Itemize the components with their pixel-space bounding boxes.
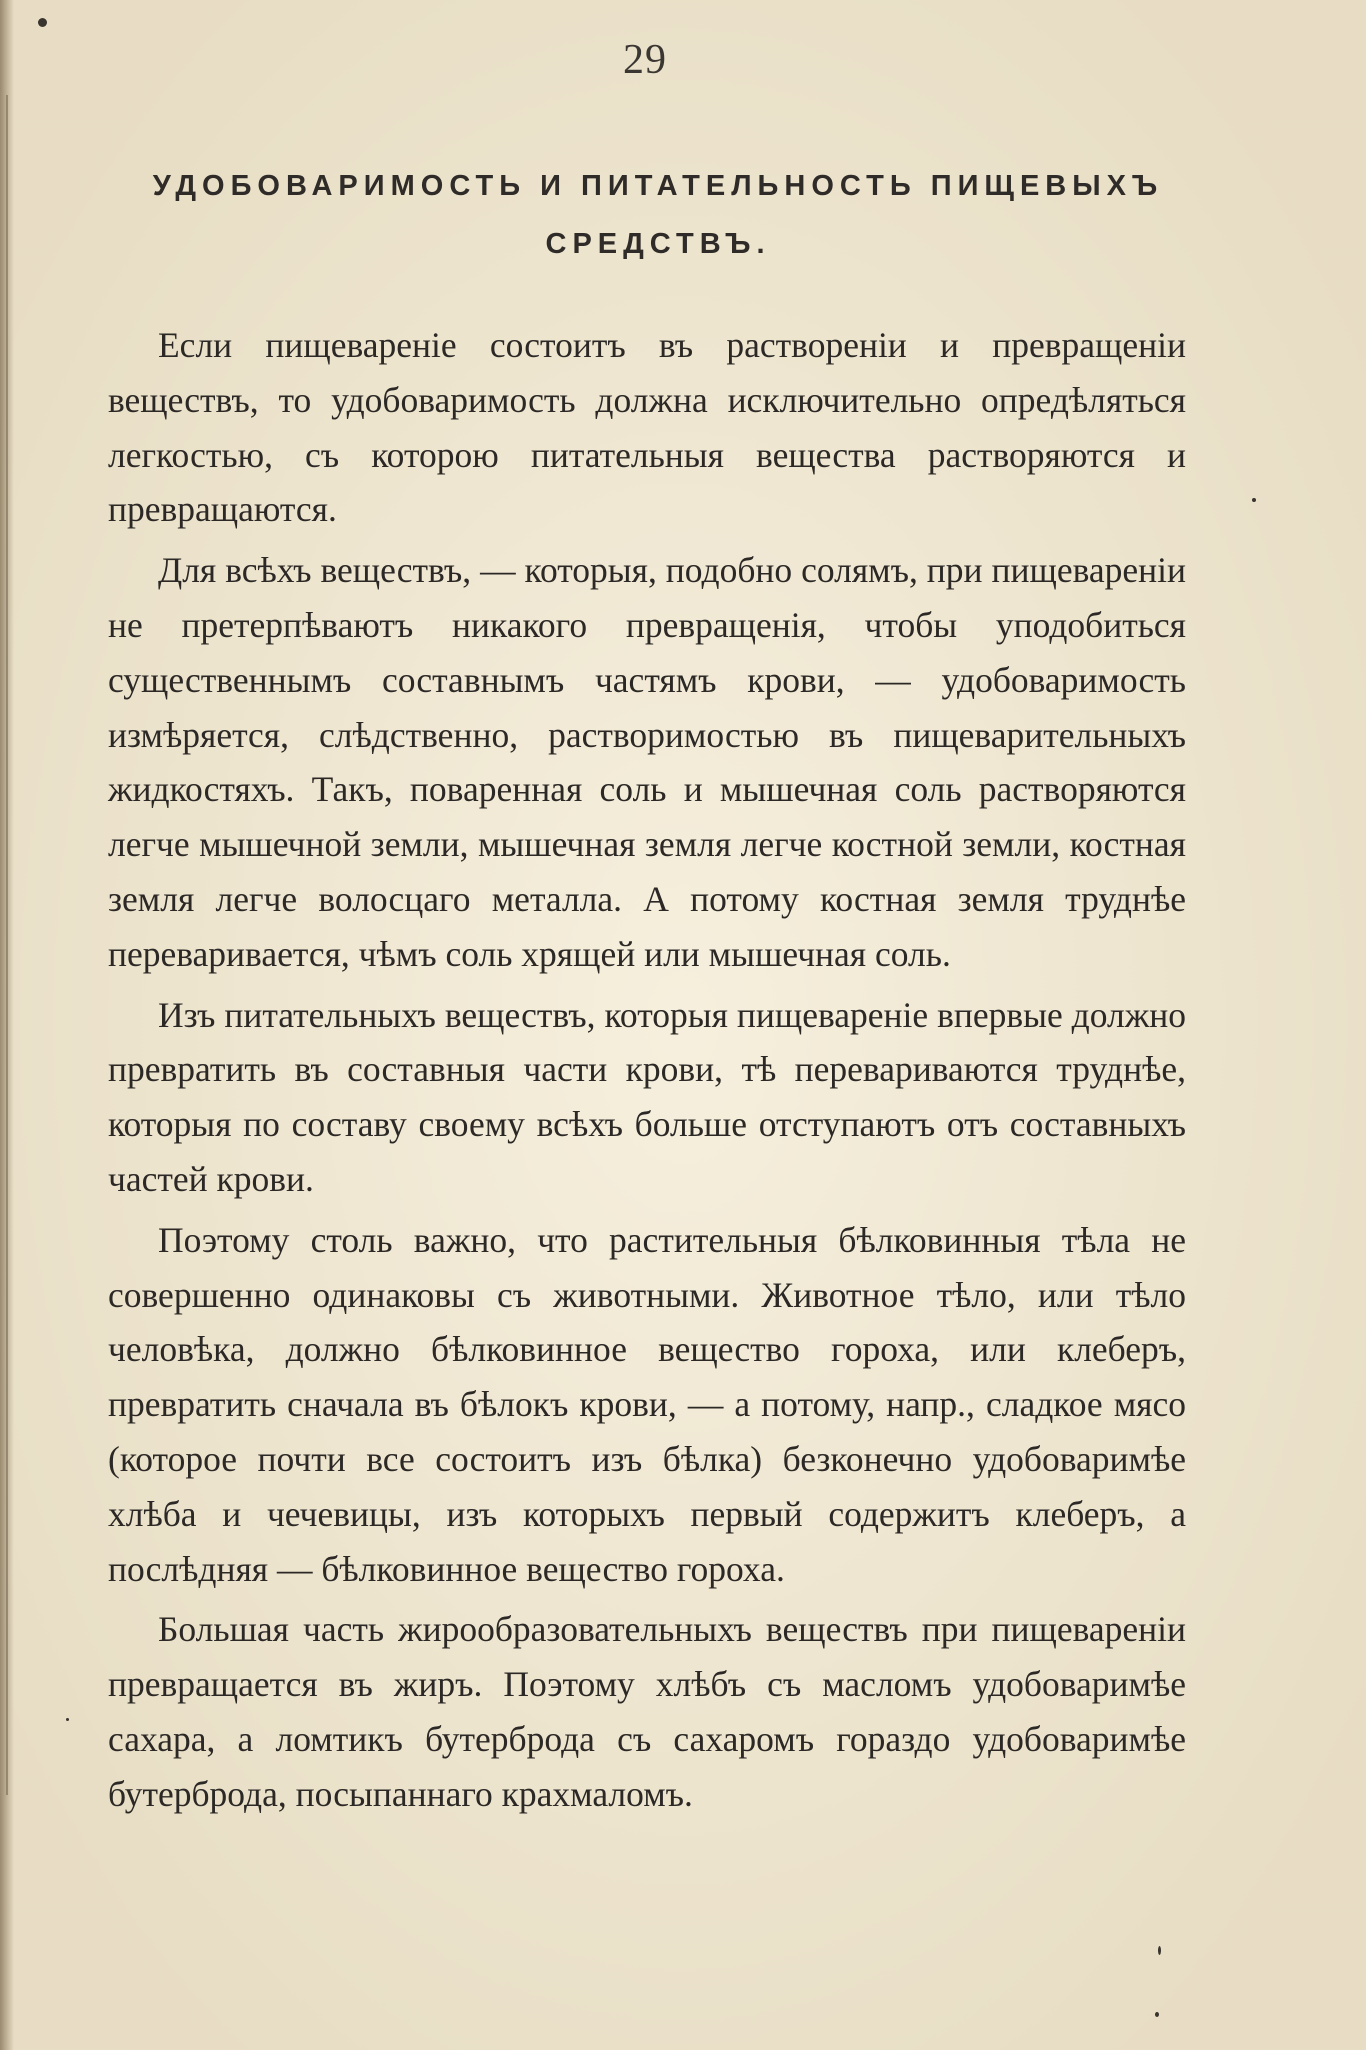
chapter-heading-line-1: УДОБОВАРИМОСТЬ И ПИТАТЕЛЬНОСТЬ ПИЩЕВЫХЪ bbox=[152, 170, 1164, 202]
ink-speck bbox=[1252, 498, 1256, 502]
body-text bbox=[108, 318, 1186, 1828]
ink-speck bbox=[1158, 1946, 1161, 1955]
page-gutter-line bbox=[6, 95, 8, 1795]
ink-speck bbox=[66, 1718, 69, 1721]
paragraph: Поэтому столь важно, что растительныя бѣлковинныя тѣла не совершенно одинаковы съ животными. Животное тѣло, или тѣло человѣка, должно бѣлковинное вещество гороха, или клеберъ, превратить сначала въ бѣлокъ крови, — а потому, напр., сладкое мясо (которое почти все состоитъ изъ бѣлка) безконечно удобоваримѣе хлѣба и чечевицы, изъ которыхъ первый содержитъ клеберъ, а послѣдняя — бѣлковинное вещество гороха. bbox=[108, 1219, 1186, 1589]
paragraph: Если пищевареніе состоитъ въ раствореніи и превращеніи веществъ, то удобоваримость должна исключительно опредѣляться легкостью, съ которою питательныя вещества растворяются и превращаются. bbox=[108, 325, 1186, 530]
paragraph: Большая часть жирообразовательныхъ веществъ при пищевареніи превращается въ жиръ. Поэтому хлѣбъ съ масломъ удобоваримѣе сахара, а ломтикъ бутерброда съ сахаромъ гораздо удобоваримѣе бутерброда, посыпаннаго крахмаломъ. bbox=[108, 1609, 1186, 1814]
ink-speck bbox=[38, 18, 47, 27]
chapter-heading-line-2: СРЕДСТВЪ. bbox=[545, 228, 771, 260]
paragraph: Для всѣхъ веществъ, — которыя, подобно солямъ, при пищевареніи не претерпѣваютъ никакого превращенія, чтобы уподобиться существеннымъ составнымъ частямъ крови, — удобоваримость измѣряется, слѣдственно, растворимостью въ пищеварительныхъ жидкостяхъ. Такъ, поваренная соль и мышечная соль растворяются легче мышечной земли, мышечная земля легче костной земли, костная земля легче волосцаго металла. А потому костная земля труднѣе переваривается, чѣмъ соль хрящей или мышечная соль. bbox=[108, 550, 1186, 974]
page-number: 29 bbox=[623, 37, 667, 83]
ink-speck bbox=[1155, 2012, 1159, 2017]
paragraph: Изъ питательныхъ веществъ, которыя пищевареніе впервые должно превратить въ составныя части крови, тѣ перевариваются труднѣе, которыя по составу своему всѣхъ больше отступаютъ отъ составныхъ частей крови. bbox=[108, 994, 1186, 1199]
